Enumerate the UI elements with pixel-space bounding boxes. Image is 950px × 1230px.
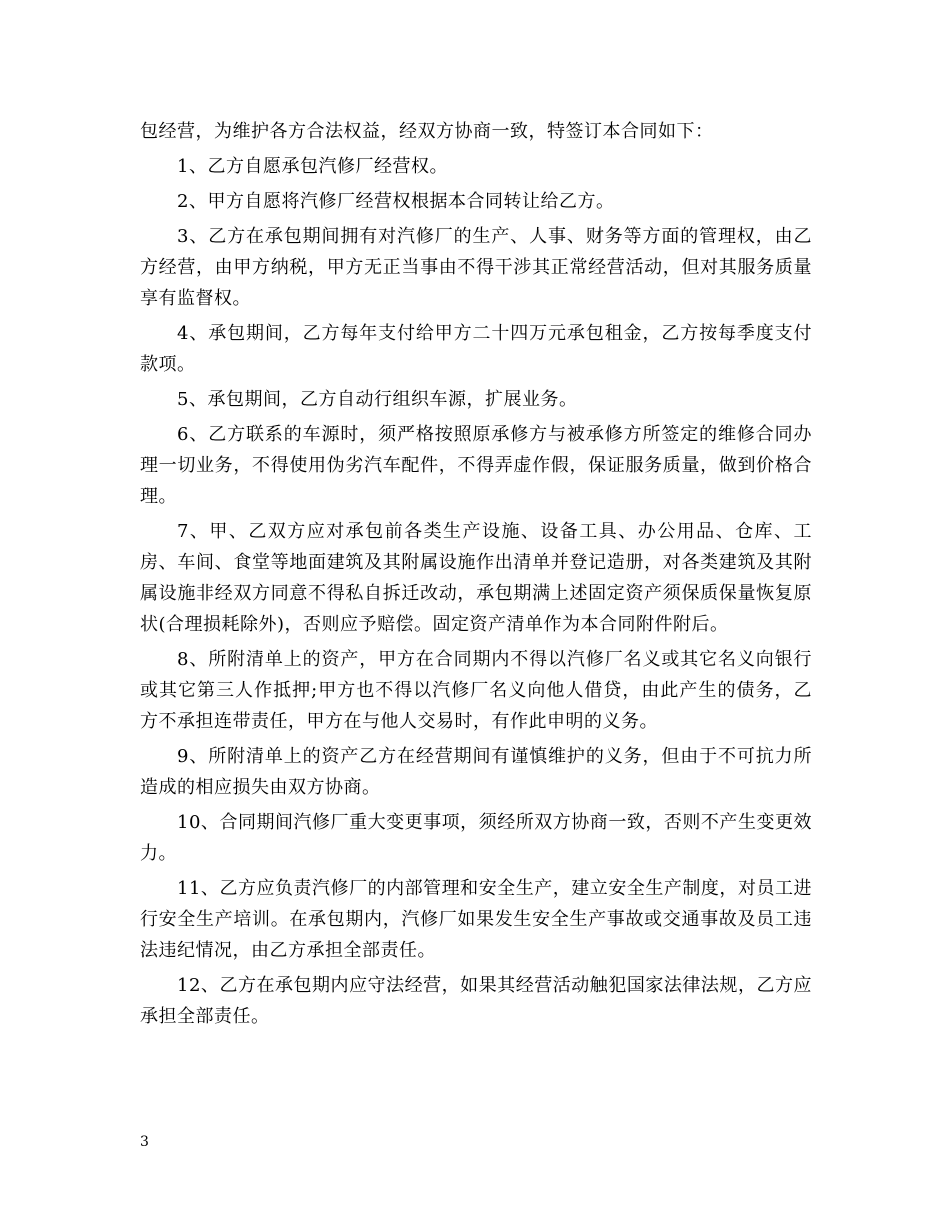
clause-12: 12、乙方在承包期内应守法经营，如果其经营活动触犯国家法律法规，乙方应承担全部责任。 <box>140 975 812 1027</box>
clause-9: 9、所附清单上的资产乙方在经营期间有谨慎维护的义务，但由于不可抗力所造成的相应损失由双方协商。 <box>140 746 812 798</box>
clause-2: 2、甲方自愿将汽修厂经营权根据本合同转让给乙方。 <box>177 191 615 212</box>
page-number: 3 <box>140 1134 149 1150</box>
clause-1: 1、乙方自愿承包汽修厂经营权。 <box>177 156 448 177</box>
clause-8: 8、所附清单上的资产，甲方在合同期内不得以汽修厂名义或其它名义向银行或其它第三人作抵押;甲方也不得以汽修厂名义向他人借贷，由此产生的债务，乙方不承担连带责任，甲方在与他人交易时，有作此申明的义务。 <box>140 649 812 732</box>
clause-5: 5、承包期间，乙方自动行组织车源，扩展业务。 <box>177 389 578 410</box>
clause-4: 4、承包期间，乙方每年支付给甲方二十四万元承包租金，乙方按每季度支付款项。 <box>140 323 812 375</box>
clause-10: 10、合同期间汽修厂重大变更事项，须经所双方协商一致，否则不产生变更效力。 <box>140 812 812 864</box>
contract-body <box>140 116 812 1036</box>
paragraph-intro: 包经营，为维护各方合法权益，经双方协商一致，特签订本合同如下： <box>140 121 714 142</box>
clause-11: 11、乙方应负责汽修厂的内部管理和安全生产，建立安全生产制度，对员工进行安全生产培训。在承包期内，汽修厂如果发生安全生产事故或交通事故及员工违法违纪情况，由乙方承担全部责任。 <box>140 878 812 961</box>
clause-6: 6、乙方联系的车源时，须严格按照原承修方与被承修方所签定的维修合同办理一切业务，不得使用伪劣汽车配件，不得弄虚作假，保证服务质量，做到价格合理。 <box>140 424 812 507</box>
clause-3: 3、乙方在承包期间拥有对汽修厂的生产、人事、财务等方面的管理权，由乙方经营，由甲方纳税，甲方无正当事由不得干涉其正常经营活动，但对其服务质量享有监督权。 <box>140 226 812 309</box>
clause-7: 7、甲、乙双方应对承包前各类生产设施、设备工具、办公用品、仓库、工房、车间、食堂等地面建筑及其附属设施作出清单并登记造册，对各类建筑及其附属设施非经双方同意不得私自拆迁改动，承包期满上述固定资产须保质保量恢复原状(合理损耗除外)，否则应予赔偿。固定资产清单作为本合同附件附后。 <box>140 521 812 635</box>
